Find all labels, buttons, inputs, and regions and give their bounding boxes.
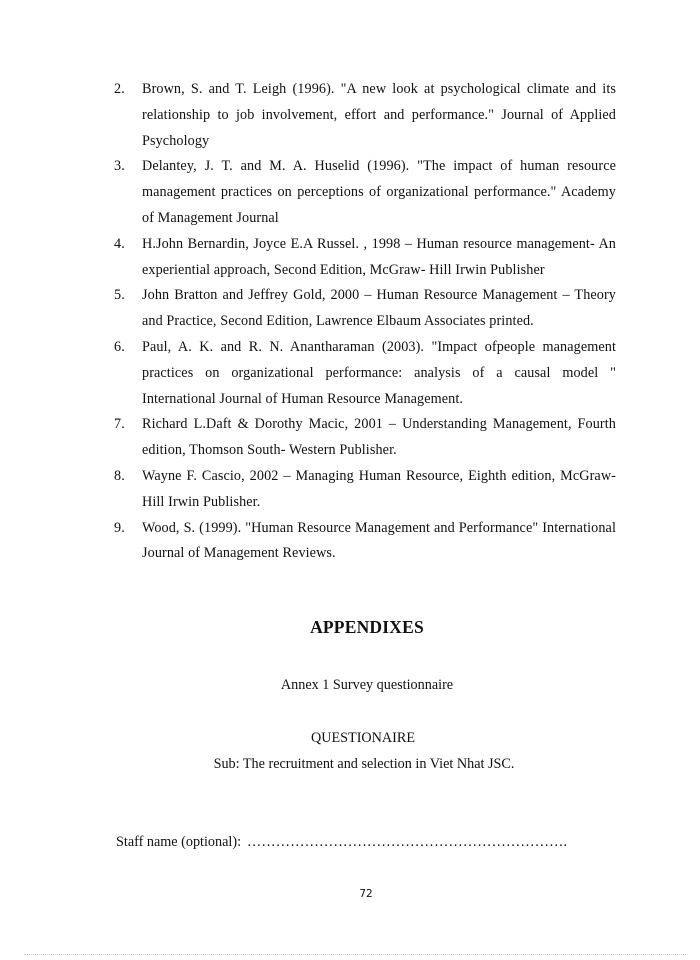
reference-number: 9. [114,519,125,536]
questionnaire-subject: Sub: The recruitment and selection in Viet Nhat JSC. [213,756,515,772]
reference-number: 5. [114,287,125,304]
reference-text: Delantey, J. T. and M. A. Huselid (1996). "The impact of human resource management practices on perceptions of organizational performance." Academy of Management Journal [142,158,616,226]
reference-number: 2. [114,81,125,97]
reference-item [114,516,616,568]
reference-text: Paul, A. K. and R. N. Anantharaman (2003). "Impact ofpeople management practices on organizational performance: analysis of a causal model " International Journal of Human Resource Management. [142,338,616,407]
reference-item [114,154,616,231]
reference-number: 3. [114,158,125,175]
reference-item [114,412,616,464]
page-bottom-divider [24,954,686,955]
questionnaire-title: QUESTIONAIRE [310,730,416,746]
annex-title: Annex 1 Survey questionnaire [280,677,454,693]
reference-number: 6. [114,338,125,355]
reference-item [114,77,616,154]
reference-item [114,283,616,335]
reference-item [114,464,616,516]
staff-name-blank: …………………………………………………………. [247,834,568,850]
reference-text: H.John Bernardin, Joyce E.A Russel. , 1998 – Human resource management- An experiential approach, Second Edition, McGraw- Hill Irwin Publisher [142,235,616,278]
reference-list [114,77,616,567]
page-number: 72 [359,888,373,900]
reference-text: John Bratton and Jeffrey Gold, 2000 – Human Resource Management – Theory and Practice, Second Edition, Lawrence Elbaum Associates printed. [142,287,616,330]
reference-item [114,335,616,412]
reference-number: 4. [114,235,125,252]
staff-name-label: Staff name (optional): [116,834,242,850]
reference-text: Richard L.Daft & Dorothy Macic, 2001 – Understanding Management, Fourth edition, Thomson South- Western Publisher. [142,416,616,459]
reference-number: 8. [114,467,125,484]
reference-text: Wayne F. Cascio, 2002 – Managing Human Resource, Eighth edition, McGraw- Hill Irwin Publisher. [142,467,616,510]
reference-item [114,232,616,284]
reference-text: Wood, S. (1999). "Human Resource Management and Performance" International Journal of Management Reviews. [142,519,616,562]
staff-name-line [116,834,567,851]
reference-number: 7. [114,416,125,433]
reference-text: Brown, S. and T. Leigh (1996). "A new look at psychological climate and its relationship to job involvement, effort and performance." Journal of Applied Psychology [142,81,616,149]
appendix-title: APPENDIXES [310,617,424,637]
